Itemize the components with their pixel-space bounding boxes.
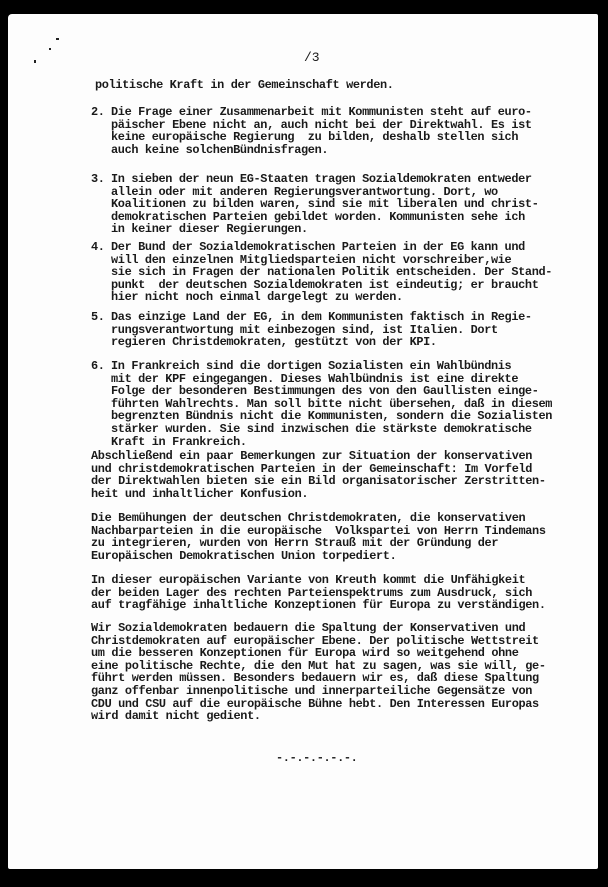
paragraph-line: wird damit nicht gedient. (91, 709, 261, 724)
paragraph-line: zu integrieren, wurden von Herrn Strauß mit der Gründung der (91, 536, 499, 551)
paragraph-line: auf tragfähige inhaltliche Konzeptionen für Europa zu verständigen. (91, 598, 546, 613)
paragraph-line: führt werden müssen. Besonders bedauern wir es, daß diese Spaltung (91, 671, 539, 686)
list-item-line: keine europäische Regierung zu bilden, deshalb stellen sich (111, 130, 519, 145)
paragraph-line: ganz offenbar innenpolitische und innerparteiliche Gegensätze von (91, 684, 533, 698)
list-item-number: 6. (91, 359, 105, 373)
list-item-line: In Frankreich sind die dortigen Sozialisten ein Wahlbündnis (111, 359, 512, 373)
list-item-line: allein oder mit anderen Regierungsverantwortung. Dort, wo (111, 184, 498, 199)
end-mark: -.-.-.-.-.-. (276, 751, 358, 765)
paragraph-line: eine politische Rechte, die den Mut hat zu sagen, was sie will, ge- (91, 658, 546, 673)
scan-speck (34, 60, 36, 63)
list-item-line: begrenzten Bündnis nicht die Kommunisten, sondern die Sozialisten (111, 409, 553, 424)
list-item-line: Der Bund der Sozialdemokratischen Parteien in der EG kann und (111, 240, 525, 254)
paragraph-line: Christdemokraten auf europäischer Ebene. Der politische Wettstreit (91, 633, 539, 648)
paragraph-line: Abschließend ein paar Bemerkungen zur Situation der konservativen (91, 449, 533, 463)
paragraph-line: heit und inhaltlicher Konfusion. (91, 486, 309, 501)
paragraph-line: der beiden Lager des rechten Parteienspektrums zum Ausdruck, sich (91, 585, 533, 600)
paragraph-line: In dieser europäischen Variante von Kreuth kommt die Unfähigkeit (91, 573, 526, 587)
list-item-line: regieren Christdemokraten, gestützt von der KPI. (111, 335, 437, 350)
list-item-line: Die Frage einer Zusammenarbeit mit Kommunisten steht auf euro- (111, 105, 532, 119)
list-item-line: stärker wurden. Sie sind inzwischen die stärkste demokratische (111, 422, 532, 436)
paragraph-line: Wir Sozialdemokraten bedauern die Spaltung der Konservativen und (91, 621, 526, 635)
list-item-line: will den einzelnen Mitgliedsparteien nicht vorschreiber,wie (111, 252, 512, 267)
continuation-line: politische Kraft in der Gemeinschaft werden. (95, 78, 394, 92)
list-item-line: Koalitionen zu bilden waren, sind sie mit liberalen und christ- (111, 197, 539, 212)
list-item-line: päischer Ebene nicht an, auch nicht bei der Direktwahl. Es ist (111, 117, 532, 132)
paragraph-line: CDU und CSU auf die europäische Bühne hebt. Den Interessen Europas (91, 696, 539, 711)
list-item-line: führten Wahlrechts. Man soll bitte nicht übersehen, daß in diesem (111, 396, 553, 411)
list-item-line: hier nicht noch einmal dargelegt zu werden. (111, 290, 403, 305)
list-item-line: mit der KPF eingegangen. Dieses Wahlbündnis ist eine direkte (111, 371, 519, 386)
list-item-number: 5. (91, 310, 105, 324)
document-page (8, 14, 598, 869)
list-item-line: auch keine solchenBündnisfragen. (111, 142, 329, 157)
list-item-number: 2. (91, 105, 105, 119)
scan-speck (49, 48, 51, 50)
paragraph-line: Die Bemühungen der deutschen Christdemokraten, die konservativen (91, 511, 526, 525)
list-item-line: demokratischen Parteien gebildet worden. Kommunisten sehe ich (111, 209, 525, 224)
scan-speck (56, 38, 59, 40)
list-item-line: rungsverantwortung mit einbezogen sind, ist Italien. Dort (111, 322, 498, 337)
list-item-number: 3. (91, 172, 105, 186)
list-item-line: punkt der deutschen Sozialdemokraten ist eindeutig; er braucht (111, 277, 539, 292)
paragraph-line: und christdemokratischen Parteien in der Gemeinschaft: Im Vorfeld (91, 461, 533, 476)
list-item-line: Kraft in Frankreich. (111, 434, 247, 449)
list-item-line: in keiner dieser Regierungen. (111, 222, 308, 237)
list-item-line: Das einzige Land der EG, in dem Kommunisten faktisch in Regie- (111, 310, 532, 324)
list-item-line: Folge der besonderen Bestimmungen des von den Gaullisten einge- (111, 384, 539, 399)
paragraph-line: Nachbarparteien in die europäische Volkspartei von Herrn Tindemans (91, 523, 546, 538)
page-number: /3 (304, 50, 320, 65)
paragraph-line: der Direktwahlen bieten sie ein Bild organisatorischer Zerstritten- (91, 474, 546, 489)
list-item-line: sie sich in Fragen der nationalen Politik entscheiden. Der Stand- (111, 265, 553, 280)
paragraph-line: um die besseren Konzeptionen für Europa wird so weitgehend ohne (91, 646, 519, 661)
paragraph-line: Europäischen Demokratischen Union torpediert. (91, 548, 397, 563)
list-item-number: 4. (91, 240, 105, 254)
list-item-line: In sieben der neun EG-Staaten tragen Sozialdemokraten entweder (111, 172, 532, 186)
